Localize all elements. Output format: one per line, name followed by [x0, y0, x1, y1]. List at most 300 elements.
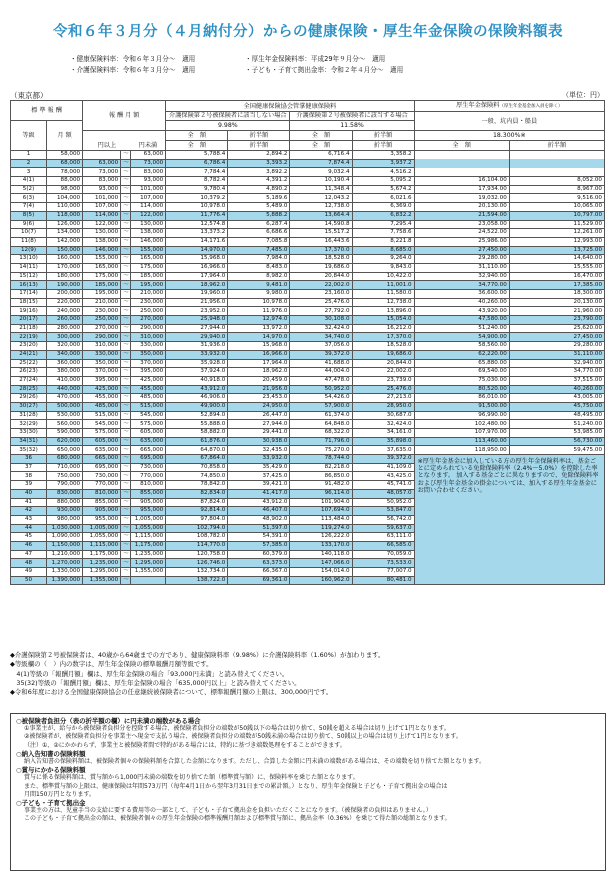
grade-number: 19 — [19, 307, 27, 314]
care-half: 34,161.0 — [352, 429, 414, 438]
health-full: 33,932.0 — [166, 350, 228, 359]
grade-cell — [11, 402, 47, 411]
range-sep: ～ — [121, 394, 131, 403]
health-full: 92,814.0 — [166, 507, 228, 516]
grade-number: 3 — [26, 168, 31, 175]
health-half: 32,435.0 — [228, 446, 290, 455]
header-half-2: 折半額 — [352, 131, 414, 141]
pension-grade: 11 — [28, 264, 36, 271]
care-full: 22,002.0 — [290, 281, 352, 290]
care-half: 25,476.0 — [352, 385, 414, 394]
paren: ( — [26, 429, 29, 436]
pension-full: 65,880.00 — [414, 359, 509, 368]
grade-cell — [11, 368, 47, 377]
care-half: 30,687.0 — [352, 411, 414, 420]
rate-no-care: 9.98% — [166, 121, 290, 131]
health-half: 6,287.4 — [228, 220, 290, 229]
standard-monthly: 260,000 — [47, 316, 83, 325]
health-half: 30,938.0 — [228, 437, 290, 446]
remun-from: 1,055,000 — [83, 533, 121, 542]
grade-cell — [11, 376, 47, 385]
pension-full: 25,986.00 — [414, 237, 509, 246]
remun-to: 955,000 — [131, 507, 166, 516]
remun-from: 1,355,000 — [83, 576, 121, 585]
health-full: 15,968.0 — [166, 255, 228, 264]
grade-cell — [11, 559, 47, 568]
care-half: 45,741.0 — [352, 481, 414, 490]
health-half: 18,962.0 — [228, 368, 290, 377]
pension-full: 27,450.00 — [414, 246, 509, 255]
standard-monthly: 110,000 — [47, 203, 83, 212]
paren: ) — [35, 298, 38, 305]
paren: ( — [26, 316, 29, 323]
health-full: 82,834.0 — [166, 489, 228, 498]
pension-half: 15,555.00 — [509, 263, 604, 272]
remun-to: 905,000 — [131, 498, 166, 507]
pension-half: 8,967.00 — [509, 185, 604, 194]
remun-from: 114,000 — [83, 211, 121, 220]
remun-to: 250,000 — [131, 307, 166, 316]
range-sep: ～ — [121, 281, 131, 290]
note-text: 賞与に係る保険料額は、賞与額から1,000円未満の端数を切り捨てた額（標準賞与額）に、保険料率を乗じた額となります。 — [24, 774, 359, 782]
health-full: 21,956.0 — [166, 298, 228, 307]
grade-number: 28 — [19, 385, 27, 392]
care-full: 68,322.0 — [290, 429, 352, 438]
rate-care: 11.58% — [290, 121, 414, 131]
standard-monthly: 88,000 — [47, 177, 83, 186]
note-text: ①事業主が、給与から被保険者負担分を控除する場合、被保険者負担分の端数が50銭以下の場合は切り捨て、50銭を超える場合は切り上げて1円となります。 — [24, 725, 450, 733]
range-sep: ～ — [121, 481, 131, 490]
remun-from: 350,000 — [83, 359, 121, 368]
grade-cell — [11, 429, 47, 438]
care-full: 19,686.0 — [290, 263, 352, 272]
care-full: 16,443.6 — [290, 237, 352, 246]
health-half: 41,417.0 — [228, 489, 290, 498]
range-sep: ～ — [121, 498, 131, 507]
header-grade: 標 準 報 酬 — [11, 101, 83, 121]
care-half: 15,054.0 — [352, 316, 414, 325]
paren: ) — [32, 203, 35, 210]
remun-to — [131, 576, 166, 585]
standard-monthly: 680,000 — [47, 455, 83, 464]
health-full: 13,373.2 — [166, 229, 228, 238]
pension-grade: 21 — [28, 351, 36, 358]
remun-from: 855,000 — [83, 498, 121, 507]
care-half: 73,533.0 — [352, 559, 414, 568]
grade-number: 4 — [22, 177, 27, 184]
care-full: 27,792.0 — [290, 307, 352, 316]
paren: ( — [26, 377, 29, 384]
paren: ) — [33, 229, 37, 236]
remun-from: 1,175,000 — [83, 550, 121, 559]
pension-half: 34,770.00 — [509, 368, 604, 377]
health-half: 7,984.0 — [228, 255, 290, 264]
paren: ) — [35, 316, 38, 323]
remun-to: 665,000 — [131, 446, 166, 455]
standard-monthly: 650,000 — [47, 446, 83, 455]
paren: ( — [26, 394, 29, 401]
pension-grade: 22 — [28, 359, 36, 366]
note-text: また、標準賞与額の上限は、健康保険は年間573万円（毎年4月1日から翌年3月31日までの累計額。）となり、厚生年金保険と子ども・子育て拠出金の場合は — [24, 782, 448, 790]
health-full: 46,906.0 — [166, 394, 228, 403]
care-half: 70,059.0 — [352, 550, 414, 559]
paren: ( — [26, 342, 29, 349]
remun-to: 130,000 — [131, 220, 166, 229]
pension-grade: 30 — [28, 429, 36, 436]
care-half: 7,295.4 — [352, 220, 414, 229]
health-half: 2,894.2 — [228, 151, 290, 160]
remun-from: 330,000 — [83, 350, 121, 359]
standard-monthly: 1,270,000 — [47, 559, 83, 568]
care-half: 9,264.0 — [352, 255, 414, 264]
standard-monthly: 410,000 — [47, 376, 83, 385]
range-sep: ～ — [121, 576, 131, 585]
grade-cell — [11, 272, 47, 281]
range-sep: ～ — [121, 211, 131, 220]
range-sep: ～ — [121, 194, 131, 203]
care-half: 3,358.2 — [352, 151, 414, 160]
pension-half — [509, 151, 604, 160]
remun-to: 114,000 — [131, 203, 166, 212]
health-full: 17,964.0 — [166, 272, 228, 281]
unit-label: （単位：円） — [562, 91, 604, 99]
table-row — [11, 194, 605, 203]
grade-cell — [11, 489, 47, 498]
range-sep: ～ — [121, 368, 131, 377]
pension-grade: 10 — [28, 255, 36, 262]
pension-grade: 28 — [28, 411, 36, 418]
pension-grade: 27 — [28, 403, 36, 410]
care-half: 59,637.0 — [352, 524, 414, 533]
grade-number: 8 — [22, 212, 27, 219]
grade-number: 44 — [24, 524, 33, 531]
paren: ) — [35, 333, 38, 340]
care-full: 64,848.0 — [290, 420, 352, 429]
pension-grade: 12 — [28, 272, 36, 279]
remun-to: 545,000 — [131, 411, 166, 420]
range-sep: ～ — [121, 168, 131, 177]
health-full: 64,870.0 — [166, 446, 228, 455]
remun-to: 122,000 — [131, 211, 166, 220]
table-row — [11, 298, 605, 307]
premium-table — [10, 100, 605, 585]
grade-number: 5 — [22, 185, 27, 192]
paren: ) — [35, 420, 38, 427]
health-full: 132,734.0 — [166, 568, 228, 577]
pension-grade: 7 — [30, 229, 34, 236]
pension-grade: 15 — [28, 298, 36, 305]
paren: ( — [26, 272, 29, 279]
paren: ) — [35, 342, 38, 349]
pension-grade: 19 — [28, 333, 36, 340]
paren: ) — [32, 185, 35, 192]
pension-full: 24,522.00 — [414, 229, 509, 238]
notes-box — [10, 713, 606, 871]
standard-monthly: 930,000 — [47, 507, 83, 516]
standard-monthly: 58,000 — [47, 151, 83, 160]
remun-to: 175,000 — [131, 263, 166, 272]
header-kyokai: 全国健康保険協会管掌健康保険料 — [166, 101, 414, 112]
remun-to: 695,000 — [131, 455, 166, 464]
pension-full: 43,920.00 — [414, 307, 509, 316]
pension-half: 20,130.00 — [509, 298, 604, 307]
health-half: 9,481.0 — [228, 281, 290, 290]
care-full: 47,478.0 — [290, 376, 352, 385]
table-row — [11, 203, 605, 212]
grade-number: 7 — [22, 203, 27, 210]
health-half: 4,890.2 — [228, 185, 290, 194]
remun-from: 485,000 — [83, 402, 121, 411]
care-full: 25,476.0 — [290, 298, 352, 307]
remun-to: 290,000 — [131, 324, 166, 333]
standard-monthly: 320,000 — [47, 342, 83, 351]
remun-to: 1,355,000 — [131, 568, 166, 577]
pension-full: 36,600.00 — [414, 290, 509, 299]
care-full: 17,370.0 — [290, 246, 352, 255]
pension-half: 45,750.00 — [509, 402, 604, 411]
care-full: 7,874.4 — [290, 159, 352, 168]
grade-number: 36 — [24, 455, 33, 462]
pension-half: 17,385.00 — [509, 281, 604, 290]
remun-from: 425,000 — [83, 385, 121, 394]
remun-from: 195,000 — [83, 290, 121, 299]
paren: ) — [33, 246, 37, 253]
health-rate-date: ・健康保険料率：令和６年３月分～ 適用 — [70, 55, 196, 63]
grade-number: 6 — [22, 194, 27, 201]
grade-number: 50 — [24, 576, 33, 583]
note-text: ②被保険者が、被保険者負担分を事業主へ現金で支払う場合、被保険者負担分の端数が50銭未満の場合は切り捨て、50銭以上の場合は切り上げて1円となります。 — [24, 733, 462, 741]
remun-from: 146,000 — [83, 246, 121, 255]
care-half: 39,372.0 — [352, 455, 414, 464]
remun-to: 83,000 — [131, 168, 166, 177]
remun-from: 185,000 — [83, 281, 121, 290]
remun-to: 73,000 — [131, 159, 166, 168]
care-full: 78,744.0 — [290, 455, 352, 464]
health-full: 23,952.0 — [166, 307, 228, 316]
footnote: ◆令和6年度における全国健康保険協会の任意継続被保険者について、標準報酬月額の上限は、300,000円です。 — [10, 688, 333, 697]
health-half: 10,978.0 — [228, 298, 290, 307]
standard-monthly: 1,030,000 — [47, 524, 83, 533]
pension-half: 27,450.00 — [509, 333, 604, 342]
table-row — [11, 211, 605, 220]
grade-cell — [11, 220, 47, 229]
header-blank — [83, 131, 166, 141]
pension-half: 56,730.00 — [509, 437, 604, 446]
health-half: 21,956.0 — [228, 385, 290, 394]
range-sep: ～ — [121, 324, 131, 333]
paren: ( — [26, 307, 29, 314]
pension-grade: 25 — [28, 385, 36, 392]
care-half: 43,425.0 — [352, 472, 414, 481]
standard-monthly: 280,000 — [47, 324, 83, 333]
pension-half: 14,640.00 — [509, 255, 604, 264]
footnote: ◆介護保険第２号被保険者は、40歳から64歳までの方であり、健康保険料率（9.98%）に介護保険料率（1.60%）が加わります。 — [10, 651, 385, 659]
care-full: 154,014.0 — [290, 568, 352, 577]
care-half: 19,686.0 — [352, 350, 414, 359]
pension-grade: 5 — [28, 212, 33, 219]
range-sep: ～ — [121, 307, 131, 316]
care-half: 28,950.0 — [352, 402, 414, 411]
pension-grade: 29 — [28, 420, 36, 427]
care-full: 30,108.0 — [290, 316, 352, 325]
paren: ( — [26, 212, 29, 219]
health-half: 3,892.2 — [228, 168, 290, 177]
health-half: 24,950.0 — [228, 402, 290, 411]
remun-to: 146,000 — [131, 237, 166, 246]
grade-cell — [11, 515, 47, 524]
grade-cell — [11, 463, 47, 472]
standard-monthly: 180,000 — [47, 272, 83, 281]
remun-from: 210,000 — [83, 298, 121, 307]
paren: ) — [35, 264, 38, 271]
range-sep: ～ — [121, 151, 131, 160]
note-text: この子ども・子育て拠出金の額は、被保険者個々の厚生年金保険の標準報酬月額および標準賞与額に、拠出金率（0.36%）を乗じて得た額の総額となります。 — [24, 815, 451, 823]
standard-monthly: 300,000 — [47, 333, 83, 342]
health-full: 67,864.0 — [166, 455, 228, 464]
remun-to: 350,000 — [131, 350, 166, 359]
range-sep: ～ — [121, 272, 131, 281]
care-half: 10,422.0 — [352, 272, 414, 281]
health-full: 5,788.4 — [166, 151, 228, 160]
grade-number: 48 — [24, 559, 33, 566]
remun-to: 270,000 — [131, 316, 166, 325]
grade-number: 11 — [20, 238, 29, 245]
table-row — [11, 359, 605, 368]
standard-monthly: 1,330,000 — [47, 568, 83, 577]
pension-half: 12,261.00 — [509, 229, 604, 238]
remun-from — [83, 151, 121, 160]
grade-number: 2 — [26, 159, 31, 166]
range-sep: ～ — [121, 446, 131, 455]
pension-full: 20,130.00 — [414, 203, 509, 212]
health-full: 108,782.0 — [166, 533, 228, 542]
paren: ) — [35, 403, 38, 410]
remun-from: 130,000 — [83, 229, 121, 238]
header-half-3: 折半額 — [228, 141, 290, 151]
pension-grade: 6 — [28, 220, 33, 227]
grade-cell — [11, 211, 47, 220]
care-half: 17,370.0 — [352, 333, 414, 342]
health-full: 10,379.2 — [166, 194, 228, 203]
grade-number: 32 — [19, 420, 27, 427]
table-row — [11, 455, 605, 464]
care-full: 32,424.0 — [290, 324, 352, 333]
paren: ) — [35, 324, 38, 331]
remun-to: 93,000 — [131, 177, 166, 186]
pension-full — [414, 151, 509, 160]
standard-monthly: 170,000 — [47, 263, 83, 272]
health-half: 14,970.0 — [228, 333, 290, 342]
range-sep: ～ — [121, 229, 131, 238]
pension-full: 91,500.00 — [414, 402, 509, 411]
paren: ( — [26, 411, 29, 418]
grade-cell — [11, 324, 47, 333]
remun-to: 810,000 — [131, 481, 166, 490]
grade-cell — [11, 333, 47, 342]
health-full: 43,912.0 — [166, 385, 228, 394]
grade-number: 27 — [19, 377, 27, 384]
health-half: 15,968.0 — [228, 342, 290, 351]
pension-grade: 18 — [28, 324, 36, 331]
standard-monthly: 1,210,000 — [47, 550, 83, 559]
care-rate-date: ・介護保険料率：令和６年３月分～ 適用 — [70, 66, 196, 74]
table-row — [11, 394, 605, 403]
standard-monthly: 710,000 — [47, 463, 83, 472]
care-full: 57,900.0 — [290, 402, 352, 411]
table-row — [11, 255, 605, 264]
grade-cell — [11, 524, 47, 533]
grade-number: 38 — [24, 472, 33, 479]
pension-half: 25,620.00 — [509, 324, 604, 333]
table-row — [11, 402, 605, 411]
remun-from: 575,000 — [83, 429, 121, 438]
range-sep: ～ — [121, 376, 131, 385]
grade-number: 14 — [19, 264, 27, 271]
grade-number: 26 — [19, 368, 27, 375]
grade-number: 24 — [19, 351, 27, 358]
paren: ) — [35, 307, 38, 314]
grade-cell — [11, 290, 47, 299]
standard-monthly: 150,000 — [47, 246, 83, 255]
paren: ( — [26, 324, 29, 331]
grade-cell — [11, 185, 47, 194]
table-row — [11, 420, 605, 429]
pension-grade: 20 — [28, 342, 36, 349]
care-half: 16,212.0 — [352, 324, 414, 333]
pension-full: 19,032.00 — [414, 194, 509, 203]
paren: ( — [26, 368, 29, 375]
health-half: 5,189.6 — [228, 194, 290, 203]
remun-to: 155,000 — [131, 246, 166, 255]
care-half: 37,635.0 — [352, 446, 414, 455]
paren: ( — [26, 177, 29, 184]
remun-from: 73,000 — [83, 168, 121, 177]
care-full: 86,850.0 — [290, 472, 352, 481]
range-sep: ～ — [121, 411, 131, 420]
pension-full: 54,900.00 — [414, 333, 509, 342]
table-row — [11, 220, 605, 229]
care-full: 14,590.8 — [290, 220, 352, 229]
pension-grade: 31 — [28, 437, 36, 444]
standard-monthly: 160,000 — [47, 255, 83, 264]
remun-to: 575,000 — [131, 420, 166, 429]
health-full: 97,804.0 — [166, 515, 228, 524]
standard-monthly: 142,000 — [47, 237, 83, 246]
health-half: 69,361.0 — [228, 576, 290, 585]
table-row — [11, 168, 605, 177]
health-half: 16,966.0 — [228, 350, 290, 359]
grade-cell — [11, 342, 47, 351]
table-row — [11, 185, 605, 194]
page-title: 令和６年３月分（４月納付分）からの健康保険・厚生年金保険の保険料額表 — [53, 24, 563, 40]
pension-grade: 32 — [28, 446, 36, 453]
grade-cell — [11, 237, 47, 246]
grade-cell — [11, 568, 47, 577]
table-row — [11, 229, 605, 238]
care-full: 107,694.0 — [290, 507, 352, 516]
remun-from: 83,000 — [83, 177, 121, 186]
care-half: 5,095.2 — [352, 177, 414, 186]
footnotes — [10, 651, 610, 697]
health-full: 25,948.0 — [166, 316, 228, 325]
range-sep: ～ — [121, 263, 131, 272]
health-half: 5,489.0 — [228, 203, 290, 212]
pension-full: 107,970.00 — [414, 429, 509, 438]
grade-cell — [11, 177, 47, 186]
pension-full: 51,240.00 — [414, 324, 509, 333]
pension-grade: 16 — [28, 307, 36, 314]
grade-number: 1 — [26, 151, 31, 158]
